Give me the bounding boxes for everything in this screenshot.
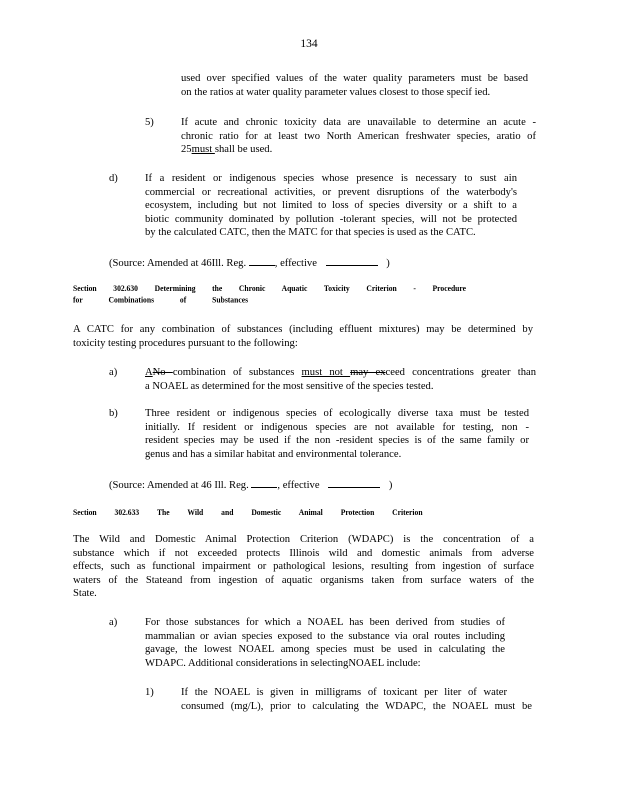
text-line <box>181 143 536 157</box>
deleted-text: No <box>152 367 173 378</box>
text-line: The Wild and Domestic Animal Protection Criterion (WDAPC) is the concentration of a <box>73 534 534 545</box>
item-label: a) <box>109 367 118 378</box>
item-d-text <box>145 172 517 240</box>
deleted-text: may ex <box>350 367 386 378</box>
source-text: (Source: Amended at 46Ill. Reg. <box>109 258 247 269</box>
text-line: resident species may be used if the non -resident species is of the same family or <box>145 435 529 447</box>
source-text: , effective <box>277 480 320 491</box>
text-line: substance which if not exceeded protects Illinois wild and domestic animals from adverse <box>73 547 534 559</box>
section-heading <box>73 283 466 306</box>
source-note <box>109 477 392 493</box>
item-b-text <box>145 407 529 461</box>
inserted-text: A <box>145 367 153 378</box>
wdapc-paragraph <box>73 533 534 601</box>
text-line: biotic community dominated by pollution -tolerant species, will not be protected <box>145 213 517 225</box>
page-number: 134 <box>300 38 318 50</box>
item-label: a) <box>109 617 118 628</box>
text-line: a NOAEL as determined for the most sensitive of the species tested. <box>145 380 434 392</box>
text-line: For those substances for which a NOAEL has been derived from studies of <box>145 617 505 628</box>
text-line: consumed (mg/L), prior to calculating the WDAPC, the NOAEL must be <box>181 700 532 712</box>
source-text: , effective <box>274 258 317 269</box>
text-line: If acute and chronic toxicity data are unavailable to determine an acute - <box>181 117 536 128</box>
text-line: If the NOAEL is given in milligrams of toxicant per liter of water <box>181 687 507 698</box>
text-line <box>145 366 536 380</box>
blank-line <box>249 255 275 266</box>
text-line: mammalian or avian species exposed to the substance via oral routes including <box>145 630 505 642</box>
source-text: ) <box>386 258 390 269</box>
heading-line: Section 302.633 The Wild and Domestic Animal Protection Criterion <box>73 507 423 518</box>
item-label: 5) <box>145 117 154 128</box>
text-line: ecosystem, including but not limited to loss of species diversity or a shift to a <box>145 200 517 212</box>
text-line: by the calculated CATC, then the MATC for that species is used as the CATC. <box>145 227 476 239</box>
item-label: d) <box>109 173 118 184</box>
section-heading <box>73 507 423 519</box>
text-line: commercial or recreational activities, or prevent disruptions of the waterbody's <box>145 186 517 198</box>
text-line: waters of the Stateand from ingestion of aquatic organisms taken from surface waters of the <box>73 574 534 586</box>
text-fragment: 25 <box>181 144 192 156</box>
text-line: on the ratios at water quality parameter values closest to those specif ied. <box>181 86 491 98</box>
continuation-paragraph <box>181 72 528 99</box>
text-line: chronic ratio for at least two North American freshwater species, aratio of <box>181 130 536 142</box>
text-line: genus and has a similar habitat and environmental tolerance. <box>145 448 402 460</box>
item-a-text <box>145 366 536 393</box>
item-label: b) <box>109 408 118 419</box>
text-line: gavage, the lowest NOAEL among species must be used in calculating the <box>145 644 505 656</box>
heading-line: Section 302.630 Determining the Chronic Aquatic Toxicity Criterion - Procedure <box>73 283 466 294</box>
text-line: If a resident or indigenous species whose presence is necessary to sust ain <box>145 173 517 184</box>
blank-line <box>326 255 378 266</box>
text-fragment: ceed concentrations greater than <box>385 367 536 378</box>
source-note <box>109 255 390 271</box>
text-line: Three resident or indigenous species of ecologically diverse taxa must be tested <box>145 408 529 419</box>
heading-line: for Combinations of Substances <box>73 294 249 305</box>
text-line: used over specified values of the water quality parameters must be based <box>181 73 528 84</box>
inserted-text: must <box>191 144 215 156</box>
text-line: toxicity testing procedures pursuant to the following: <box>73 337 298 349</box>
item-1-text <box>181 686 532 713</box>
item-label: 1) <box>145 687 154 698</box>
text-line: initially. If resident or indigenous species are not available for testing, non - <box>145 421 529 433</box>
text-line: State. <box>73 588 97 600</box>
text-line: A CATC for any combination of substances (including effluent mixtures) may be determined by <box>73 324 533 335</box>
blank-line <box>251 477 277 488</box>
item-a-wdapc-text <box>145 616 505 670</box>
source-text: ) <box>388 480 393 491</box>
source-text: (Source: Amended at 46 Ill. Reg. <box>109 480 249 491</box>
text-fragment: shall be used. <box>214 144 273 156</box>
text-line: WDAPC. Additional considerations in selectingNOAEL include: <box>145 657 421 669</box>
text-fragment: combination of substances <box>172 367 302 378</box>
catc-paragraph <box>73 323 533 350</box>
blank-line <box>328 477 380 488</box>
text-line: effects, such as functional impairment or pathological lesions, resulting from ingestion of surface <box>73 561 534 573</box>
inserted-text: must not <box>301 367 351 378</box>
item-5-text <box>181 116 536 157</box>
